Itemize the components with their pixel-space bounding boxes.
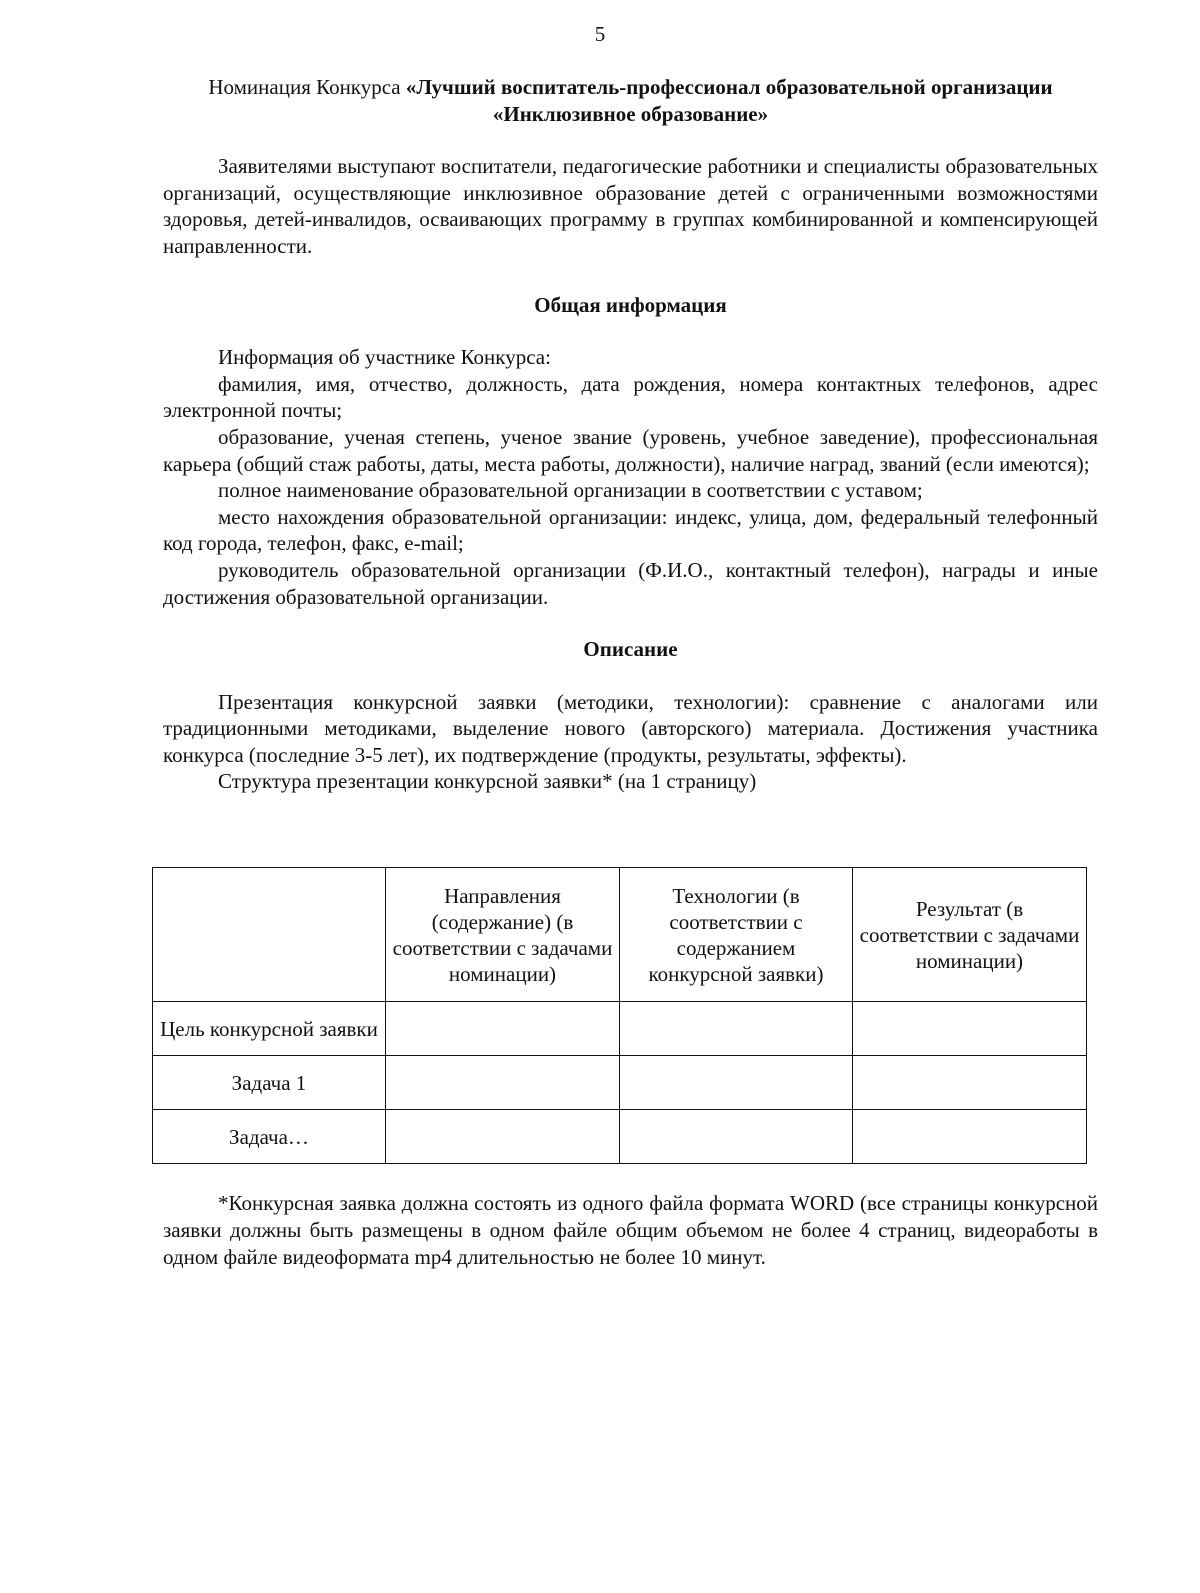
table-header-result: Результат (в соответствии с задачами номинации) [853, 868, 1087, 1002]
table-row-label: Цель конкурсной заявки [153, 1002, 386, 1056]
table-cell [620, 1110, 853, 1164]
nomination-title-prefix: Номинация Конкурса [208, 75, 406, 99]
table-row-label: Задача 1 [153, 1056, 386, 1110]
general-info-lead: Информация об участнике Конкурса: [218, 345, 551, 370]
table-cell [853, 1056, 1087, 1110]
structure-caption: Структура презентации конкурсной заявки* (на 1 страницу) [218, 769, 757, 794]
table-header-cell-empty [153, 868, 386, 1002]
table-cell [386, 1056, 620, 1110]
footnote: *Конкурсная заявка должна состоять из одного файла формата WORD (все страницы конкурсной заявки должны быть размещены в одном файле общим объемом не более 4 страниц, видеоработы в одном файле видеоформата mp4 длительностью не более 10 минут. [163, 1191, 1098, 1269]
table-cell [620, 1056, 853, 1110]
presentation-structure-table [152, 867, 1087, 1164]
page-number: 5 [594, 22, 606, 46]
table-row [153, 1056, 1087, 1110]
table-row-label: Задача… [153, 1110, 386, 1164]
intro-paragraph: Заявителями выступают воспитатели, педагогические работники и специалисты образовательных организаций, осуществляющие инклюзивное образование детей с ограниченными возможностями здоровья, детей-инвалидов, осваивающих программу в группах комбинированной и компенсирующей направленности. [163, 154, 1098, 258]
nomination-title [163, 74, 1098, 127]
table-header-technologies: Технологии (в соответствии с содержанием конкурсной заявки) [620, 868, 853, 1002]
document-body [163, 74, 1098, 795]
table-cell [853, 1110, 1087, 1164]
table-row [153, 1110, 1087, 1164]
general-info-item: полное наименование образовательной организации в соответствии с уставом; [218, 478, 923, 503]
description-text: Презентация конкурсной заявки (методики, технологии): сравнение с аналогами или традиционными методиками, выделение нового (авторского) материала. Достижения участника конкурса (последние 3-5 лет), их подтверждение (продукты, результаты, эффекты). [163, 689, 1098, 767]
general-info-item: руководитель образовательной организации (Ф.И.О., контактный телефон), награды и иные достижения образовательной организации. [163, 557, 1098, 609]
table-header-directions: Направления (содержание) (в соответствии с задачами номинации) [386, 868, 620, 1002]
nomination-title-bold: «Лучший воспитатель-профессионал образовательной организации «Инклюзивное образование» [405, 75, 1053, 126]
table-cell [386, 1002, 620, 1056]
general-info-heading: Общая информация [534, 292, 727, 317]
description-heading: Описание [583, 637, 678, 662]
general-info-item: образование, ученая степень, ученое звание (уровень, учебное заведение), профессиональная карьера (общий стаж работы, даты, места работы, должности), наличие наград, званий (если имеются); [163, 424, 1098, 476]
general-info-item: фамилия, имя, отчество, должность, дата рождения, номера контактных телефонов, адрес электронной почты; [163, 371, 1098, 423]
table-cell [853, 1002, 1087, 1056]
table-header-row [153, 868, 1087, 1002]
table-row [153, 1002, 1087, 1056]
table-cell [386, 1110, 620, 1164]
general-info-item: место нахождения образовательной организации: индекс, улица, дом, федеральный телефонный код города, телефон, факс, e-mail; [163, 504, 1098, 556]
table-cell [620, 1002, 853, 1056]
